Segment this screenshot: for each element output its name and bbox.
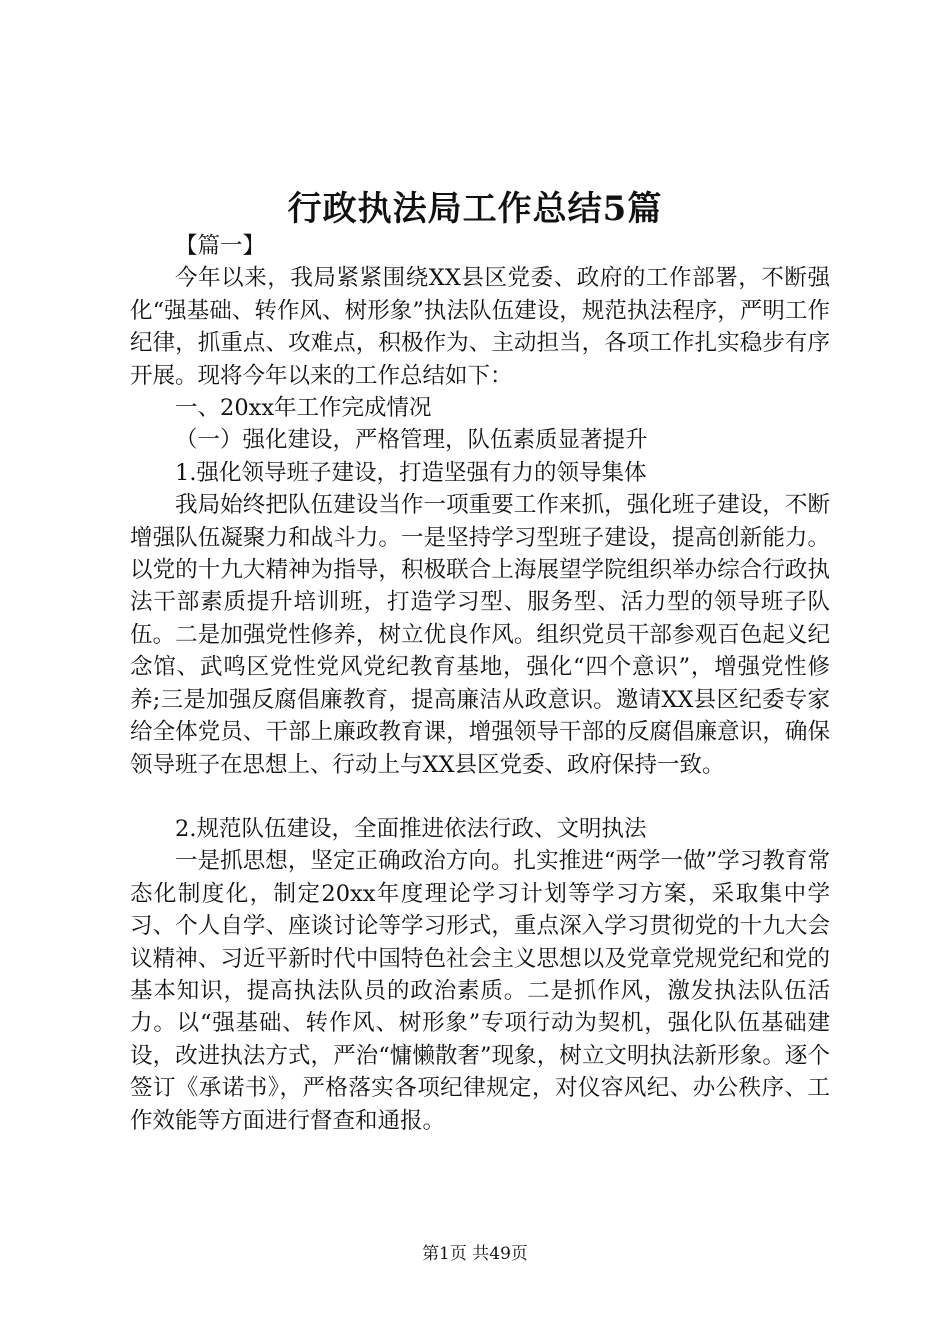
paragraph-intro: 今年以来，我局紧紧围绕XX县区党委、政府的工作部署，不断强化“强基础、转作风、树形象”执法队伍建设，规范执法程序，严明工作纪律，抓重点、攻难点，积极作为、主动担当，各项工作扎实稳步有序开展。现将今年以来的工作总结如下： [130, 265, 830, 389]
paragraph-team-building: 一是抓思想，坚定正确政治方向。扎实推进“两学一做”学习教育常态化制度化，制定20xx年度理论学习计划等学习方案，采取集中学习、个人自学、座谈讨论等学习形式，重点深入学习贯彻党的十九大会议精神、习近平新时代中国特色社会主义思想以及党章党规党纪和党的基本知识，提高执法队员的政治素质。二是抓作风，激发执法队伍活力。以“强基础、转作风、树形象”专项行动为契机，强化队伍基础建设，改进执法方式，严治“慵懒散奢”现象，树立文明执法新形象。逐个签订《承诺书》，严格落实各项纪律规定，对仪容风纪、办公秩序、工作效能等方面进行督查和通报。 [130, 848, 830, 1134]
paragraph-spacer [130, 781, 830, 813]
page-number-footer: 第1页 共49页 [422, 1244, 528, 1264]
section-label: 【篇一】 [175, 233, 266, 259]
paragraph-leadership: 我局始终把队伍建设当作一项重要工作来抓，强化班子建设，不断增强队伍凝聚力和战斗力。一是坚持学习型班子建设，提高创新能力。以党的十九大精神为指导，积极联合上海展望学院组织举办综合行政执法干部素质提升培训班，打造学习型、服务型、活力型的领导班子队伍。二是加强党性修养，树立优良作风。组织党员干部参观百色起义纪念馆、武鸣区党性党风党纪教育基地，强化“四个意识”，增强党性修养;三是加强反腐倡廉教育，提高廉洁从政意识。邀请XX县区纪委专家给全体党员、干部上廉政教育课，增强领导干部的反腐倡廉意识，确保领导班子在思想上、行动上与XX县区党委、政府保持一致。 [130, 492, 830, 778]
heading-level-3-first: 1.强化领导班子建设，打造坚强有力的领导集体 [175, 459, 647, 486]
heading-level-3-second: 2.规范队伍建设，全面推进依法行政、文明执法 [175, 815, 647, 842]
heading-level-2: （一）强化建设，严格管理，队伍素质显著提升 [175, 427, 648, 454]
document-title: 行政执法局工作总结5篇 [287, 189, 663, 229]
heading-level-1: 一、20xx年工作完成情况 [175, 395, 432, 422]
document-body [130, 230, 830, 1137]
